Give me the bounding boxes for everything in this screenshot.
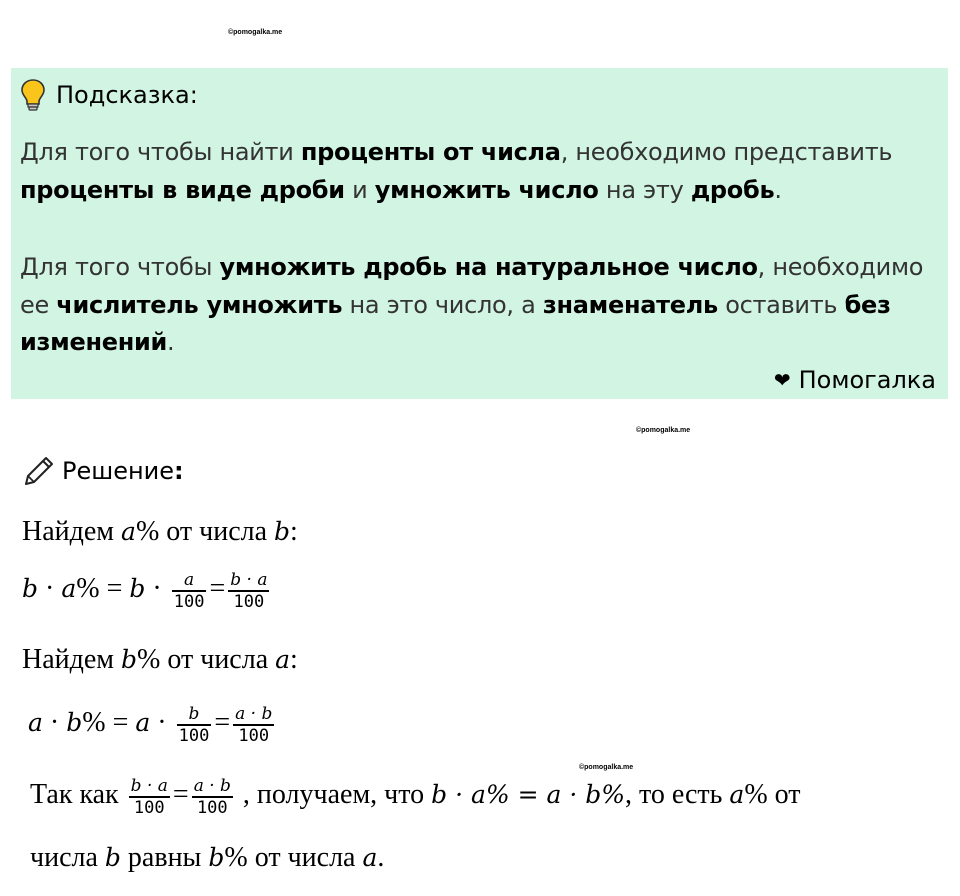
numerator: b · a	[130, 776, 168, 796]
bold-text: дробь	[690, 175, 775, 204]
text: , получаем, что	[235, 779, 432, 811]
denominator: 100	[178, 725, 210, 746]
text: Найдем	[22, 644, 122, 675]
text: на это число, а	[342, 290, 543, 319]
hint-title	[20, 78, 198, 112]
bold-text: без изменений	[20, 290, 891, 356]
text: и	[344, 175, 375, 204]
denominator: 100	[173, 591, 205, 612]
fraction	[177, 704, 212, 746]
var: a	[729, 780, 745, 810]
solution-line-1	[22, 516, 298, 548]
text: оставить	[717, 290, 845, 319]
watermark: ©pomogalka.me	[636, 427, 691, 434]
pencil-icon	[22, 454, 56, 488]
var: b	[104, 843, 121, 872]
var: a	[61, 574, 77, 604]
solution-title-colon: :	[174, 457, 184, 485]
solution-line-5	[30, 776, 801, 818]
denominator: 100	[133, 797, 165, 818]
solution-title-text: Решение	[62, 457, 175, 485]
bold-text: числитель умножить	[56, 290, 343, 319]
op: ·	[45, 573, 55, 605]
var: a	[362, 843, 378, 872]
numerator: a · b	[193, 776, 231, 796]
text: Для того чтобы	[20, 253, 220, 281]
text: Так как	[30, 779, 126, 811]
var: b	[129, 574, 146, 604]
heart-icon: ❤	[773, 368, 791, 392]
hint-paragraph-1	[20, 134, 930, 209]
fraction	[129, 776, 170, 818]
equation-1	[22, 570, 272, 612]
denominator: 100	[238, 725, 270, 746]
var: a	[121, 517, 136, 546]
op: %	[82, 707, 106, 739]
text: , необходимо представить	[560, 138, 893, 166]
text: .	[377, 842, 385, 873]
text: числа	[30, 842, 105, 873]
hint-title-text: Подсказка:	[56, 81, 198, 109]
op: =	[112, 707, 129, 739]
fraction	[172, 570, 207, 612]
bold-text: умножить дробь на натуральное число	[219, 253, 758, 281]
numerator: b · a	[230, 570, 268, 590]
op: =	[106, 573, 123, 605]
numerator: b	[188, 704, 200, 724]
text: , то есть	[624, 779, 730, 811]
numerator: a	[184, 570, 195, 590]
op: ·	[157, 707, 167, 739]
text: на эту	[598, 175, 691, 204]
bold-text: проценты в виде дроби	[20, 175, 345, 204]
var: b	[208, 843, 225, 872]
op: =	[209, 573, 226, 605]
numerator: a · b	[235, 704, 273, 724]
watermark: ©pomogalka.me	[579, 764, 634, 771]
text: , необходимо ее	[20, 253, 924, 319]
hint-paragraph-2	[20, 249, 930, 362]
bold-text: знаменатель	[542, 290, 718, 319]
solution-title	[22, 454, 184, 488]
text: % от числа	[137, 644, 276, 675]
signature-text: Помогалка	[798, 366, 936, 394]
text: :	[290, 516, 298, 547]
op: =	[214, 707, 231, 739]
text: % от числа	[135, 516, 275, 547]
op: %	[76, 573, 100, 605]
expression: b · a% = a · b%	[431, 780, 625, 810]
var: b	[121, 645, 138, 674]
op: ·	[152, 573, 162, 605]
text: .	[167, 328, 175, 356]
var: a	[275, 645, 291, 674]
watermark: ©pomogalka.me	[228, 29, 283, 36]
solution-line-6	[30, 842, 384, 874]
op: =	[172, 779, 189, 811]
op: ·	[49, 707, 60, 739]
denominator: 100	[196, 797, 228, 818]
lightbulb-icon	[20, 78, 46, 112]
fraction	[233, 704, 274, 746]
text: % от	[744, 779, 801, 811]
var: a	[135, 708, 151, 738]
text: % от числа	[224, 842, 363, 873]
var: b	[66, 708, 83, 738]
denominator: 100	[233, 591, 265, 612]
var: b	[22, 574, 39, 604]
text: Для того чтобы найти	[20, 138, 301, 166]
text: Найдем	[22, 516, 122, 547]
solution-line-3	[22, 644, 298, 676]
fraction	[192, 776, 233, 818]
signature	[774, 366, 936, 394]
bold-text: проценты от числа	[300, 138, 561, 166]
equation-2	[28, 704, 277, 746]
fraction	[228, 570, 269, 612]
var: b	[274, 517, 291, 546]
text: равны	[120, 842, 209, 873]
text: .	[774, 175, 782, 204]
bold-text: умножить число	[374, 175, 599, 204]
var: a	[28, 708, 43, 738]
text: :	[290, 644, 298, 675]
